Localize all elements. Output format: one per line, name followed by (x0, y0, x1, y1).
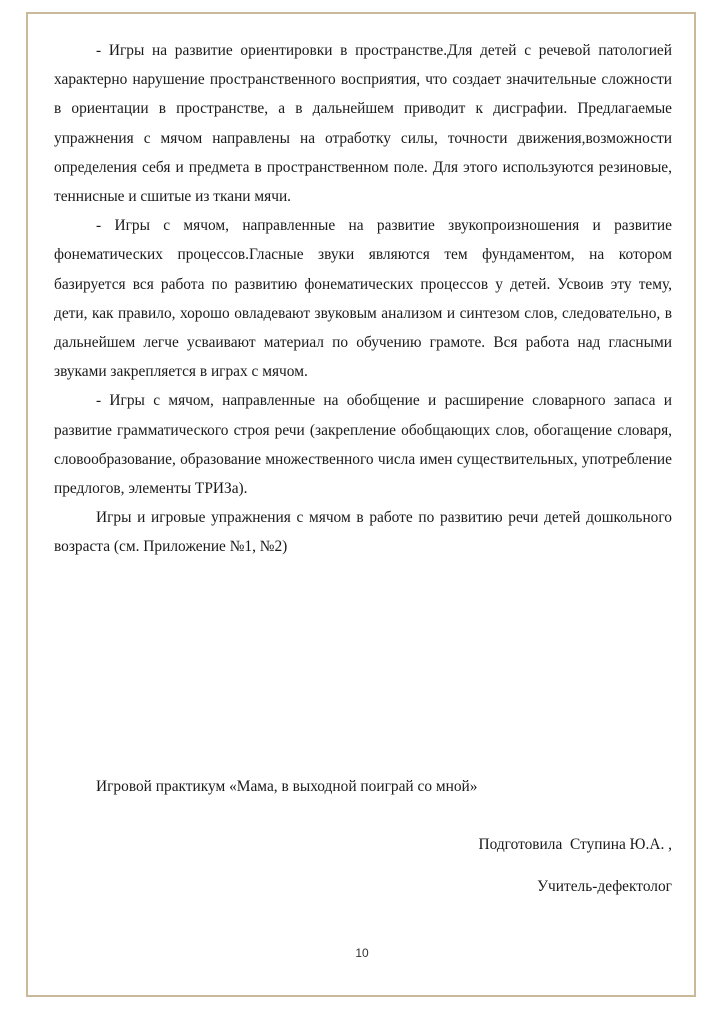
document-body (54, 36, 672, 562)
paragraph-sound-games: - Игры с мячом, направленные на развитие звукопроизношения и развитие фонематических процессов.Гласные звуки являются тем фундаментом, на котором базируется вся работа по развитию фонематических процессов у детей. Усвоив эту тему, дети, как правило, хорошо овладевают звуковым анализом и синтезом слов, следовательно, в дальнейшем легче усваивают материал по обучению грамоте. Вся работа над гласными звуками закрепляется в играх с мячом. (54, 217, 672, 381)
page-number: 10 (355, 946, 369, 960)
paragraph-orientation-games: - Игры на развитие ориентировки в пространстве.Для детей с речевой патологией характерно нарушение пространственного восприятия, что создает значительные сложности в ориентации в пространстве, а в дальнейшем приводит к дисграфии. Предлагаемые упражнения с мячом направлены на отработку силы, точности движения,возможности определения себя и предмета в пространственном поле. Для этого используются резиновые, теннисные и сшитые из ткани мячи. (54, 42, 672, 206)
author-position: Учитель-дефектолог (537, 878, 672, 895)
signature-block (478, 834, 672, 898)
paragraph-appendix-reference: Игры и игровые упражнения с мячом в работе по развитию речи детей дошкольного возраста (см. Приложение №1, №2) (54, 509, 672, 556)
paragraph-vocabulary-games: - Игры с мячом, направленные на обобщение и расширение словарного запаса и развитие грамматического строя речи (закрепление обобщающих слов, обогащение словаря, словообразование, образование множественного числа имен существительных, употребление предлогов, элементы ТРИЗа). (54, 392, 672, 498)
event-title: Игровой практикум «Мама, в выходной поиграй со мной» (96, 778, 478, 795)
prepared-by: Подготовила Ступина Ю.А. , (478, 836, 672, 853)
